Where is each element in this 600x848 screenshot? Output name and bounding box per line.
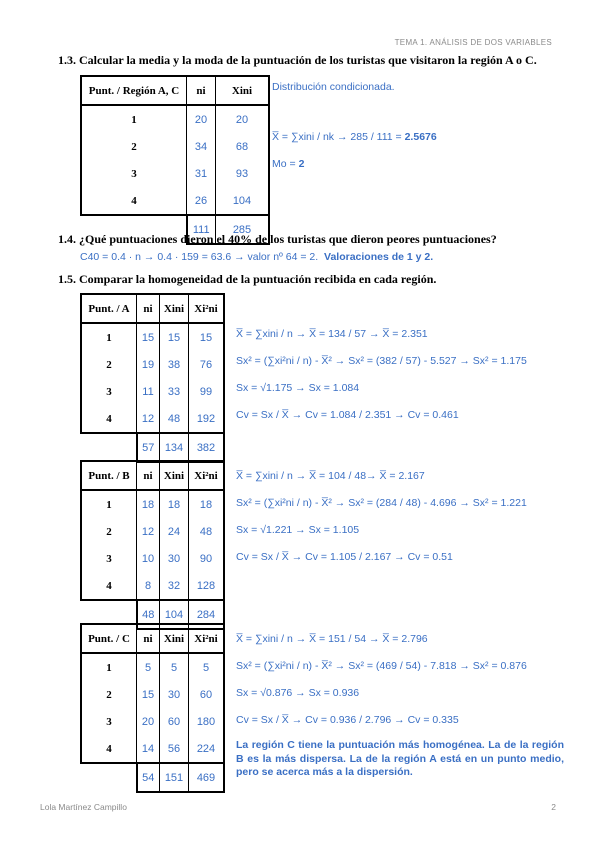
col-header: Xi²ni [189, 624, 225, 653]
total-cell: 134 [160, 433, 189, 462]
note-b-cv: Cv = Sx / X̅ → Cv = 1.105 / 2.167 → Cv = 0.51 [236, 551, 453, 563]
heading-1-5: 1.5. Comparar la homogeneidad de la puntuación recibida en cada región. [58, 272, 437, 286]
mean-value: 2.5676 [404, 131, 437, 143]
cell: 2 [81, 681, 137, 708]
cell: 224 [189, 735, 225, 763]
heading-1-4: 1.4. ¿Qué puntuaciones dieron el 40% de los turistas que dieron peores puntuaciones? [58, 232, 497, 246]
cell: 1 [81, 105, 187, 133]
total-cell: 285 [216, 215, 270, 244]
percentile-result: Valoraciones de 1 y 2. [324, 251, 434, 263]
cell: 3 [81, 378, 137, 405]
cell: 76 [189, 351, 225, 378]
note-a-stddev: Sx = √1.175 → Sx = 1.084 [236, 382, 360, 394]
cell: 1 [81, 323, 137, 351]
cell: 10 [137, 545, 160, 572]
total-cell: 57 [137, 433, 160, 462]
total-cell: 111 [187, 215, 216, 244]
table-row [81, 351, 224, 378]
col-header: Punt. / B [81, 461, 137, 490]
totals-row [81, 763, 224, 792]
table-row [81, 518, 224, 545]
cell: 8 [137, 572, 160, 600]
table-region-c [80, 623, 225, 793]
cell: 2 [81, 518, 137, 545]
cell: 12 [137, 405, 160, 433]
cell: 4 [81, 735, 137, 763]
cell: 20 [216, 105, 270, 133]
cell: 24 [160, 518, 189, 545]
cell: 20 [187, 105, 216, 133]
heading-1-3: 1.3. Calcular la media y la moda de la puntuación de los turistas que visitaron la región A o C. [58, 53, 537, 67]
cell: 31 [187, 160, 216, 187]
note-b-variance: Sx² = (∑xi²ni / n) - X̅² → Sx² = (284 / 48) - 4.696 → Sx² = 1.221 [236, 497, 527, 509]
table-row [81, 405, 224, 433]
cell: 128 [189, 572, 225, 600]
table-row [81, 133, 269, 160]
table-row [81, 653, 224, 681]
table-region-a-c [80, 75, 270, 245]
cell: 104 [216, 187, 270, 215]
cell: 5 [189, 653, 225, 681]
col-header: ni [187, 76, 216, 105]
cell: 48 [189, 518, 225, 545]
cell: 20 [137, 708, 160, 735]
table-row [81, 681, 224, 708]
percentile-calc: C40 = 0.4 · n → 0.4 · 159 = 63.6 → valor nº 64 = 2. [80, 251, 319, 263]
cell: 4 [81, 572, 137, 600]
col-header: Xini [216, 76, 270, 105]
col-header: Punt. / Región A, C [81, 76, 187, 105]
cell: 1 [81, 490, 137, 518]
cell: 5 [160, 653, 189, 681]
total-cell: 382 [189, 433, 225, 462]
col-header: Punt. / A [81, 294, 137, 323]
cell: 18 [160, 490, 189, 518]
cell: 11 [137, 378, 160, 405]
cell: 4 [81, 405, 137, 433]
note-c-variance: Sx² = (∑xi²ni / n) - X̅² → Sx² = (469 / 54) - 7.818 → Sx² = 0.876 [236, 660, 527, 672]
cell: 32 [160, 572, 189, 600]
total-cell: 284 [189, 600, 225, 629]
total-cell: 469 [189, 763, 225, 792]
cell: 15 [137, 681, 160, 708]
cell: 5 [137, 653, 160, 681]
cell: 60 [189, 681, 225, 708]
col-header: ni [137, 624, 160, 653]
col-header: Xini [160, 624, 189, 653]
cell: 18 [137, 490, 160, 518]
cell: 192 [189, 405, 225, 433]
mode-value: 2 [298, 158, 305, 170]
note-mean [272, 131, 437, 143]
col-header: Xi²ni [189, 461, 225, 490]
note-c-mean: X̅ = ∑xini / n → X̅ = 151 / 54 → X̅ = 2.796 [236, 633, 428, 645]
footer-author: Lola Martínez Campillo [40, 802, 127, 812]
table-row [81, 160, 269, 187]
page-header: TEMA 1. ANÁLISIS DE DOS VARIABLES [394, 38, 552, 47]
col-header: Punt. / C [81, 624, 137, 653]
cell: 14 [137, 735, 160, 763]
note-a-cv: Cv = Sx / X̅ → Cv = 1.084 / 2.351 → Cv = 0.461 [236, 409, 459, 421]
mean-formula: X̅ = ∑xini / nk → 285 / 111 = [272, 131, 405, 143]
note-c-stddev: Sx = √0.876 → Sx = 0.936 [236, 687, 360, 699]
answer-1-4 [80, 251, 433, 263]
cell: 15 [137, 323, 160, 351]
total-cell: 54 [137, 763, 160, 792]
cell: 180 [189, 708, 225, 735]
cell: 33 [160, 378, 189, 405]
cell: 4 [81, 187, 187, 215]
table-row [81, 323, 224, 351]
cell: 19 [137, 351, 160, 378]
cell: 18 [189, 490, 225, 518]
cell: 99 [189, 378, 225, 405]
total-cell: 48 [137, 600, 160, 629]
table-row [81, 378, 224, 405]
cell: 56 [160, 735, 189, 763]
note-a-mean: X̅ = ∑xini / n → X̅ = 134 / 57 → X̅ = 2.351 [236, 328, 428, 340]
cell: 90 [189, 545, 225, 572]
cell: 34 [187, 133, 216, 160]
table-row [81, 490, 224, 518]
cell: 48 [160, 405, 189, 433]
cell: 12 [137, 518, 160, 545]
cell: 3 [81, 708, 137, 735]
cell: 30 [160, 545, 189, 572]
cell: 1 [81, 653, 137, 681]
col-header: Xi²ni [189, 294, 225, 323]
cell: 2 [81, 351, 137, 378]
col-header: Xini [160, 461, 189, 490]
cell: 60 [160, 708, 189, 735]
col-header: ni [137, 461, 160, 490]
table-region-b [80, 460, 225, 630]
table-row [81, 572, 224, 600]
table-row [81, 187, 269, 215]
cell: 2 [81, 133, 187, 160]
cell: 15 [189, 323, 225, 351]
note-a-variance: Sx² = (∑xi²ni / n) - X̅² → Sx² = (382 / 57) - 5.527 → Sx² = 1.175 [236, 355, 527, 367]
cell: 26 [187, 187, 216, 215]
cell: 68 [216, 133, 270, 160]
table-row [81, 545, 224, 572]
col-header: ni [137, 294, 160, 323]
page-number: 2 [551, 802, 556, 812]
cell: 93 [216, 160, 270, 187]
note-mode [272, 158, 304, 170]
mode-formula: Mo = [272, 158, 299, 170]
note-b-stddev: Sx = √1.221 → Sx = 1.105 [236, 524, 360, 536]
note-c-cv: Cv = Sx / X̅ → Cv = 0.936 / 2.796 → Cv = 0.335 [236, 714, 459, 726]
table-row [81, 708, 224, 735]
note-distribution: Distribución condicionada. [272, 81, 395, 93]
total-cell: 151 [160, 763, 189, 792]
col-header: Xini [160, 294, 189, 323]
cell: 38 [160, 351, 189, 378]
totals-row [81, 433, 224, 462]
cell: 3 [81, 160, 187, 187]
table-row [81, 105, 269, 133]
note-b-mean: X̅ = ∑xini / n → X̅ = 104 / 48→ X̅ = 2.167 [236, 470, 425, 482]
cell: 30 [160, 681, 189, 708]
table-row [81, 735, 224, 763]
conclusion: La región C tiene la puntuación más homogénea. La de la región B es la más dispersa. La de la región A está en un punto medio, pero se acerca más a la dispersión. [236, 739, 564, 778]
table-region-a [80, 293, 225, 463]
cell: 15 [160, 323, 189, 351]
cell: 3 [81, 545, 137, 572]
total-cell: 104 [160, 600, 189, 629]
